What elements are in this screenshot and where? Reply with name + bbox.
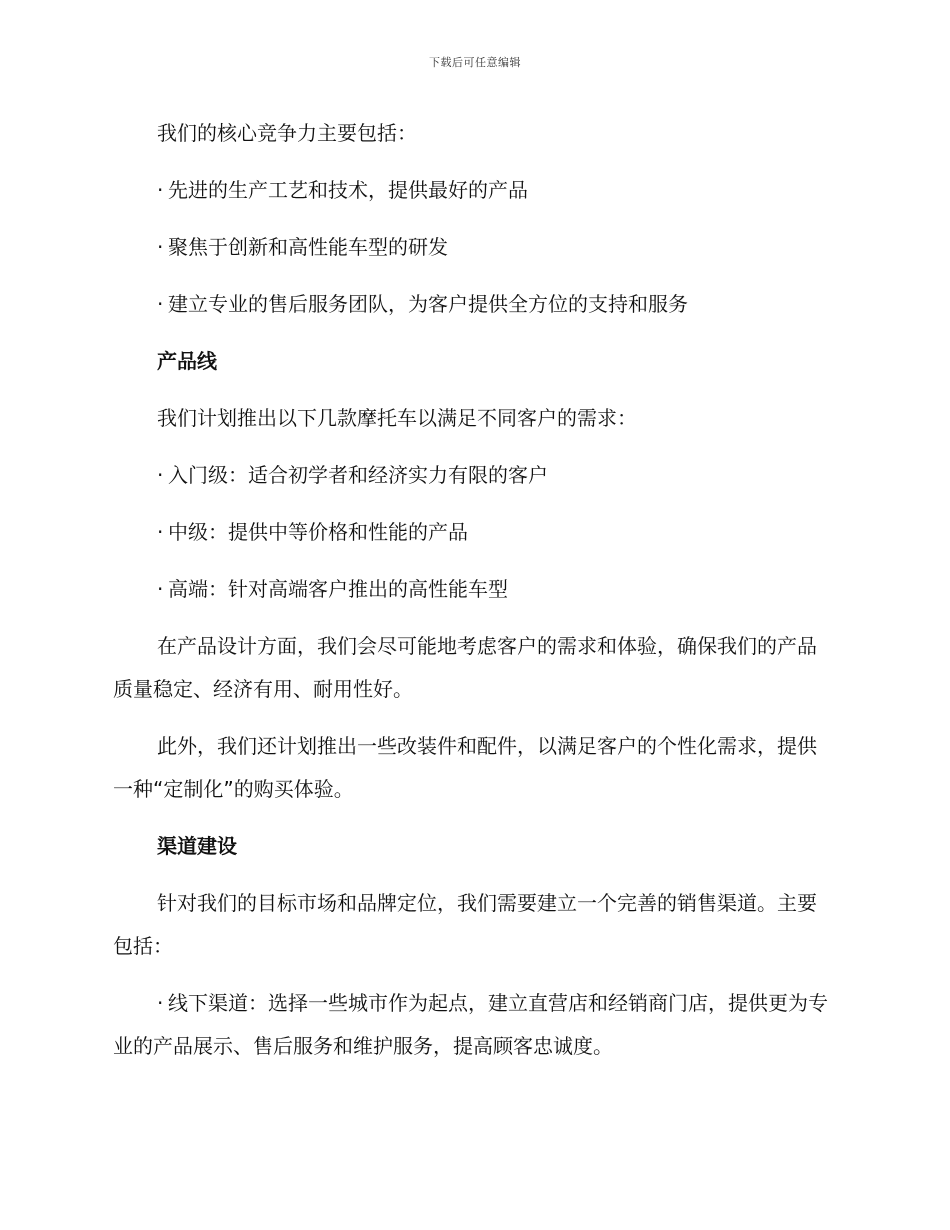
design-paragraph <box>113 625 833 711</box>
list-item <box>113 568 833 611</box>
list-item <box>113 454 833 497</box>
paragraph-text: 此外，我们还计划推出一些改装件和配件，以满足客户的个性化需求，提供一种“定制化”的购买体验。 <box>113 734 817 801</box>
bullet-icon: · <box>157 520 164 544</box>
intro-paragraph <box>113 112 833 155</box>
list-item <box>113 511 833 554</box>
paragraph-text: 针对我们的目标市场和品牌定位，我们需要建立一个完善的销售渠道。主要包括： <box>113 891 817 958</box>
bullet-icon: · <box>157 292 164 316</box>
channel-intro-paragraph <box>113 882 833 968</box>
paragraph-text: 我们的核心竞争力主要包括： <box>157 121 417 145</box>
list-item <box>113 283 833 326</box>
accessories-paragraph <box>113 725 833 811</box>
list-item-text: 先进的生产工艺和技术，提供最好的产品 <box>168 178 528 202</box>
list-item-text: 入门级：适合初学者和经济实力有限的客户 <box>168 463 548 487</box>
list-item-text: 聚焦于创新和高性能车型的研发 <box>168 235 448 259</box>
list-item <box>113 226 833 269</box>
document-body <box>113 112 833 1082</box>
list-item-text: 建立专业的售后服务团队，为客户提供全方位的支持和服务 <box>168 292 688 316</box>
heading-text: 渠道建设 <box>157 834 237 858</box>
product-intro-paragraph <box>113 397 833 440</box>
list-item <box>113 169 833 212</box>
section-heading-channel <box>113 825 833 868</box>
section-heading-product-line <box>113 340 833 383</box>
heading-text: 产品线 <box>157 349 217 373</box>
list-item-text: 高端：针对高端客户推出的高性能车型 <box>168 577 508 601</box>
list-item-text: 中级：提供中等价格和性能的产品 <box>168 520 468 544</box>
bullet-icon: · <box>157 991 164 1015</box>
bullet-icon: · <box>157 463 164 487</box>
bullet-icon: · <box>157 235 164 259</box>
bullet-icon: · <box>157 178 164 202</box>
page-header: 下载后可任意编辑 <box>429 56 521 69</box>
list-item-text: 线下渠道：选择一些城市作为起点，建立直营店和经销商门店，提供更为专业的产品展示、售后服务和维护服务，提高顾客忠诚度。 <box>113 991 828 1058</box>
paragraph-text: 在产品设计方面，我们会尽可能地考虑客户的需求和体验，确保我们的产品质量稳定、经济有用、耐用性好。 <box>113 634 817 701</box>
bullet-icon: · <box>157 577 164 601</box>
list-item <box>113 982 833 1068</box>
paragraph-text: 我们计划推出以下几款摩托车以满足不同客户的需求： <box>157 406 637 430</box>
